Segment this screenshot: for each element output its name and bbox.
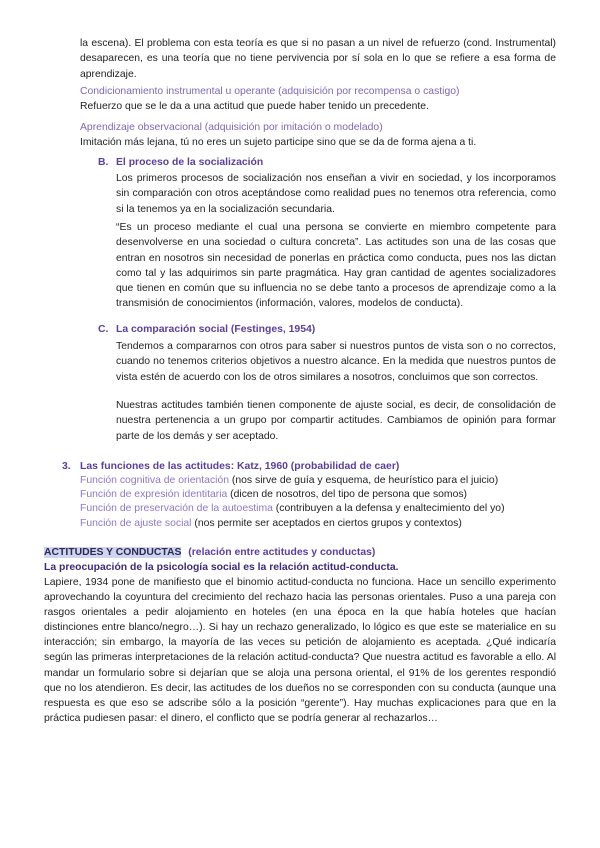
section-c-para2: Nuestras actitudes también tienen componente de ajuste social, es decir, de consolidación de nuestra pertenencia a un grupo por compartir actitudes. Cambiamos de opinión para formar parte de los demás y ser aceptado. [116, 400, 556, 442]
function-desc: (nos permite ser aceptados en ciertos grupos y contextos) [191, 517, 462, 529]
section-3-heading [62, 459, 542, 474]
actitudes-subtitle: La preocupación de la psicología social es la relación actitud-conducta. [44, 562, 399, 573]
section-3-title-extra: (probabilidad de caer) [287, 461, 400, 472]
function-item [80, 488, 560, 502]
actitudes-title [44, 545, 564, 560]
observational-text: Imitación más lejana, tú no eres un sujeto participe sino que se da de forma ajena a ti. [80, 137, 477, 148]
section-c-para1: Tendemos a compararnos con otros para saber si nuestros puntos de vista son o no correctos, cuando no tenemos criterios objetivos a nuestro alcance. En la medida que nuestros puntos de vista estén de acuerdo con los de otros similares a nosotros, concluimos que son correctos. [116, 341, 556, 383]
observational-heading: Aprendizaje observacional (adquisición por imitación o modelado) [80, 122, 383, 133]
function-desc: (contribuyen a la defensa y enaltecimiento del yo) [272, 503, 505, 515]
section-b-title: El proceso de la socialización [116, 157, 264, 168]
actitudes-title-extra: (relación entre actitudes y conductas) [188, 547, 376, 558]
section-b-marker: B. [98, 157, 109, 168]
function-item [80, 517, 560, 531]
intro-continuation: la escena). El problema con esta teoría es que si no pasan a un nivel de refuerzo (cond. Instrumental) desaparecen, es una teoría que no tiene pervivencia por sí sola en lo que se refiere a esa forma de aprendizaje. [80, 38, 556, 80]
instrumental-text: Refuerzo que se le da a una actitud que puede haber tenido un precedente. [80, 101, 429, 112]
section-c-title: La comparación social (Festinges, 1954) [116, 324, 316, 335]
function-item [80, 502, 560, 516]
section-c-marker: C. [98, 324, 109, 335]
section-3-title-main: Las funciones de las actitudes: Katz, 1960 [80, 461, 288, 472]
section-b-para2: “Es un proceso mediante el cual una persona se convierte en miembro competente para desenvolverse en una sociedad o cultura concreta”. Las actitudes son una de las cosas que entran en nosotros sin necesidad de ponerlas en práctica como conducta, pues nos las dictan como tal y las adquirimos sin parte pragmática. Hay gran cantidad de agentes socializadores que tienen en común que su influencia no se debe tanto a procesos de aprendizaje como a la transmisión de conocimientos (información, valores, modelos de conducta). [116, 222, 556, 310]
function-name: Función de expresión identitaria [80, 489, 228, 501]
section-c-heading [98, 322, 498, 337]
section-b-heading [98, 155, 498, 170]
actitudes-body: Lapiere, 1934 pone de manifiesto que el binomio actitud-conducta no funciona. Hace un sencillo experimento aprovechando la coyuntura del crecimiento del rechazo hacia las personas orientales. Puso a una pareja con rasgos orientales a pedir alojamiento en hoteles (en una época en la que había hoteles que hacían distinciones entre blanco/negro…). Si hay un rechazo generalizado, lo lógico es que este se materialice en su interacción; sin embargo, la mayoría de las veces su petición de alojamiento es aceptada. ¿Qué indicaría según las primeras interpretaciones de la relación actitud-conducta? Que nuestra actitud es favorable a ello. Al mandar un formulario sobre si dejarían que se aloja una persona oriental, el 91% de los gerentes respondió que no los atendieron. Es decir, las actitudes de los dueños no se corresponden con su conducta (aunque una respuesta es que eso se adscribe sólo a la posición “gerente”). Hay muchas explicaciones para que en la práctica pudiesen pasar: el dinero, el conflicto que se podría generar al rechazarlos… [44, 577, 556, 724]
section-3-title [80, 459, 399, 474]
function-name: Función cognitiva de orientación [80, 475, 230, 486]
function-item [80, 474, 560, 488]
functions-list [80, 474, 560, 531]
section-3-marker: 3. [62, 461, 71, 472]
function-desc: (dicen de nosotros, del tipo de persona que somos) [227, 489, 468, 501]
function-name: Función de ajuste social [80, 517, 192, 529]
actitudes-title-highlight: ACTITUDES Y CONDUCTAS [44, 547, 182, 558]
section-b-para1: Los primeros procesos de socialización nos enseñan a vivir en sociedad, y los incorporamos sin comparación con otros aceptándose como realidad pues no tenemos otra referencia, como si la tenemos ya en la socialización secundaria. [116, 173, 556, 215]
function-name: Función de preservación de la autoestima [80, 503, 273, 515]
instrumental-heading: Condicionamiento instrumental u operante (adquisición por recompensa o castigo) [80, 86, 460, 97]
function-desc: (nos sirve de guía y esquema, de heurístico para el juicio) [229, 475, 499, 486]
